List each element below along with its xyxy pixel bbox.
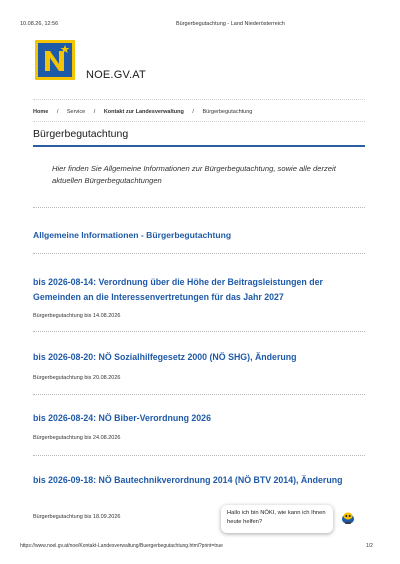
breadcrumb-sep: / (56, 109, 59, 115)
intro-text: Hier finden Sie Allgemeine Informationen zur Bürgerbegutachtung, sowie alle derzeit aktuellen Bürgerbegutachtungen (52, 164, 336, 185)
breadcrumb-current: Bürgerbegutachtung (202, 109, 253, 115)
entry-link[interactable]: bis 2026-08-14: Verordnung über die Höhe der Beitragsleistungen der Gemeinden an die Interessenvertretungen für das Jahr 2027 (33, 277, 323, 302)
chat-bubble[interactable] (221, 505, 333, 533)
chatbot-avatar-icon[interactable] (338, 508, 358, 528)
page-title: Bürgerbegutachtung (33, 128, 129, 140)
breadcrumb-home[interactable]: Home (33, 109, 49, 115)
divider (33, 394, 365, 395)
chat-message: Hallo ich bin NÖKI, wie kann ich Ihnen heute helfen? (227, 510, 326, 525)
divider (33, 253, 365, 254)
breadcrumb-service[interactable]: Service (66, 109, 86, 115)
section-link-allgemeine-informationen[interactable]: Allgemeine Informationen - Bürgerbegutachtung (33, 230, 232, 240)
title-underline (33, 145, 365, 147)
breadcrumb (33, 109, 252, 115)
print-datetime: 10.08.26, 12:56 (20, 21, 59, 27)
breadcrumb-divider (33, 121, 365, 122)
breadcrumb-contact[interactable]: Kontakt zur Landesverwaltung (103, 109, 184, 115)
divider (33, 331, 365, 332)
entry-link[interactable]: bis 2026-08-20: NÖ Sozialhilfegesetz 2000 (NÖ SHG), Änderung (33, 352, 297, 362)
entry-deadline: Bürgerbegutachtung bis 20.08.2026 (33, 375, 121, 381)
print-page-number: 1/2 (366, 543, 373, 549)
breadcrumb-sep: / (192, 109, 194, 115)
entry-deadline: Bürgerbegutachtung bis 24.08.2026 (33, 435, 121, 441)
header-divider (33, 99, 365, 100)
site-name[interactable]: NOE.GV.AT (86, 69, 146, 81)
divider (33, 207, 365, 208)
entry-link[interactable]: bis 2026-08-24: NÖ Biber-Verordnung 2026 (33, 413, 211, 423)
entry-link[interactable]: bis 2026-09-18: NÖ Bautechnikverordnung 2014 (NÖ BTV 2014), Änderung (33, 475, 343, 485)
site-logo[interactable] (35, 40, 75, 80)
print-url: https://www.noel.gv.at/noe/Kontakt-Landesverwaltung/Buergerbegutachtung.html?print=true (20, 543, 223, 549)
logo-n-icon (38, 43, 72, 77)
divider (33, 455, 365, 456)
entry-deadline: Bürgerbegutachtung bis 14.08.2026 (33, 313, 121, 319)
logo-mark (38, 43, 72, 77)
breadcrumb-sep: / (93, 109, 96, 115)
print-page-title: Bürgerbegutachtung - Land Niederösterreich (176, 21, 285, 27)
entry-deadline: Bürgerbegutachtung bis 18.09.2026 (33, 514, 121, 520)
